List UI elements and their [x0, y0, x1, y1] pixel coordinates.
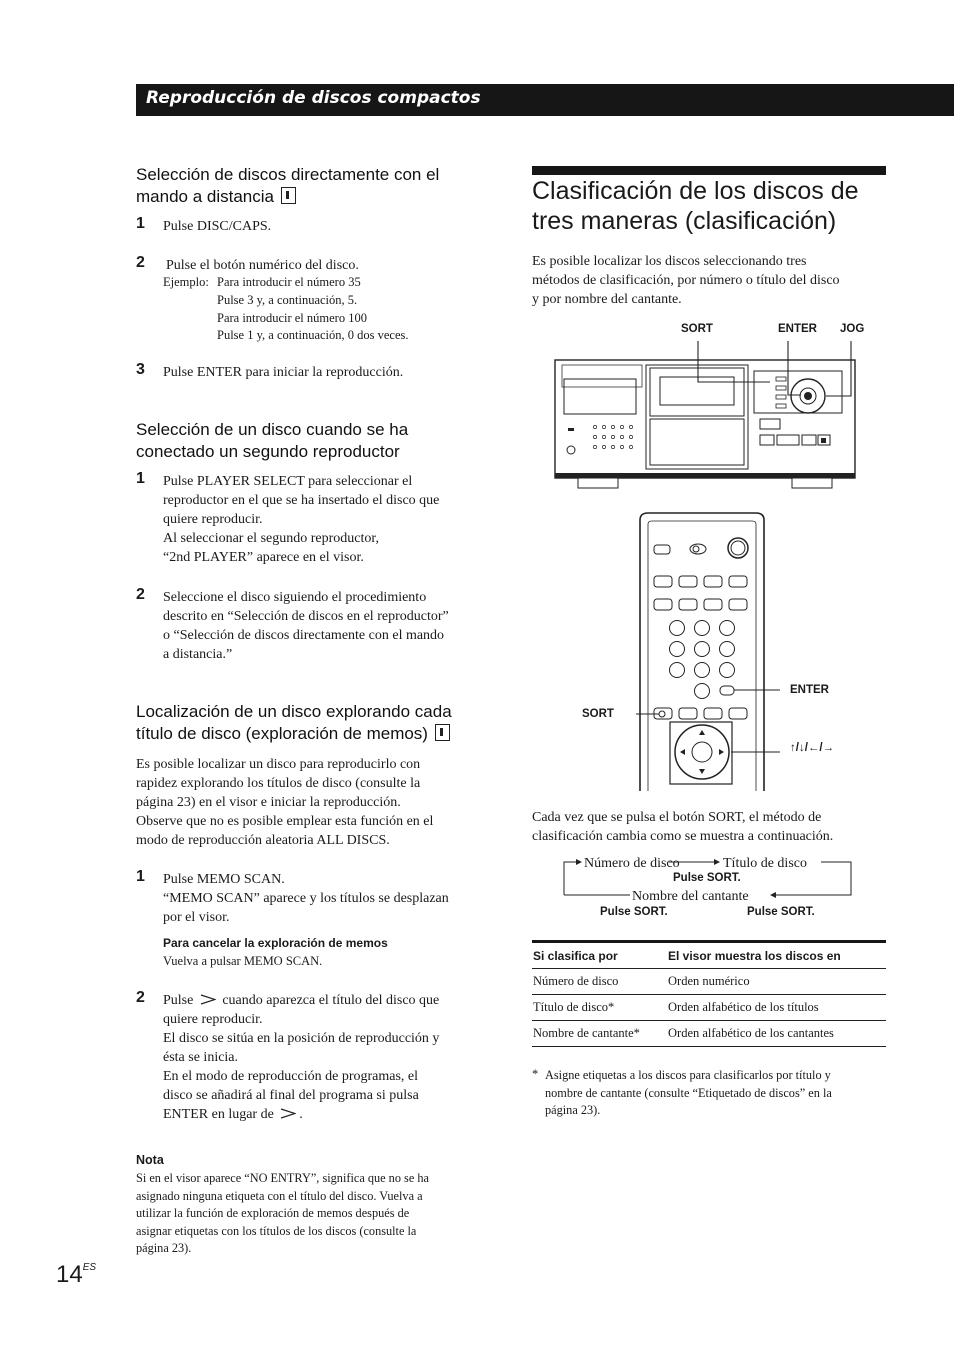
table-row — [532, 1020, 886, 1046]
remote-label-sort: SORT — [582, 708, 614, 720]
line: por el visor. — [163, 910, 230, 925]
remote-control-illustration — [636, 510, 780, 792]
line: asignado ninguna etiqueta con el título del disco. Vuelva a — [136, 1188, 423, 1203]
line: página 23). — [545, 1103, 601, 1117]
line: El disco se sitúa en la posición de reproducción y — [163, 1031, 440, 1046]
table-header-row — [532, 944, 886, 968]
table-cell: Título de disco* — [532, 994, 667, 1020]
table-header: El visor muestra los discos en — [667, 944, 886, 968]
play-icon — [200, 994, 216, 1005]
cycle-intro — [532, 808, 892, 846]
heading-rule — [532, 166, 886, 175]
line: a distancia.” — [163, 647, 233, 662]
step-text — [163, 472, 493, 567]
step-number: 2 — [136, 989, 145, 1006]
flow-press-sort: Pulse SORT. — [600, 906, 668, 918]
remote-icon — [435, 724, 450, 741]
line: nombre de cantante (consulte “Etiquetado de discos” en la — [545, 1085, 832, 1100]
line: o “Selección de discos directamente con el mando — [163, 628, 445, 643]
line: Asigne etiquetas a los discos para clasificarlos por título y — [545, 1068, 831, 1082]
line: rapidez explorando los títulos de disco (consulte la — [136, 776, 421, 791]
player-label-enter: ENTER — [778, 323, 817, 335]
step-number: 1 — [136, 215, 145, 232]
line: asignar etiquetas con los títulos de los discos (consulte la — [136, 1223, 417, 1238]
line: Si en el visor aparece “NO ENTRY”, significa que no se ha — [136, 1171, 429, 1185]
flow-disc-title: Título de disco — [723, 856, 807, 871]
step-text: Pulse ENTER para iniciar la reproducción. — [163, 365, 404, 380]
line: Observe que no es posible emplear esta función en el — [136, 814, 434, 829]
text: cuando aparezca el título del disco que — [222, 993, 440, 1008]
step-text — [163, 588, 493, 664]
line: descrito en “Selección de discos en el reproductor” — [163, 609, 449, 624]
heading-memo-scan — [136, 701, 488, 745]
line: Seleccione el disco siguiendo el procedimiento — [163, 590, 427, 605]
flow-press-sort: Pulse SORT. — [673, 872, 741, 884]
table-row — [532, 968, 886, 994]
player-label-sort: SORT — [681, 323, 713, 335]
flow-artist-name: Nombre del cantante — [632, 889, 749, 904]
remote-label-arrows: ↑/↓/←/→ — [790, 742, 835, 754]
text: . — [299, 1107, 303, 1122]
line: página 23) en el visor e iniciar la reproducción. — [136, 795, 401, 810]
line: “MEMO SCAN” aparece y los títulos se desplazan — [163, 891, 449, 906]
line: “2nd PLAYER” aparece en el visor. — [163, 550, 364, 565]
note-title: Nota — [136, 1153, 164, 1167]
table-cell: Número de disco — [532, 968, 667, 994]
step-number: 1 — [136, 868, 145, 885]
heading-text: Localización de un disco explorando cada título de disco (exploración de memos) — [136, 702, 452, 743]
line: En el modo de reproducción de programas, el — [163, 1069, 419, 1084]
table-cell: Orden numérico — [667, 968, 886, 994]
page-number-value: 14 — [56, 1261, 83, 1288]
step-number: 2 — [136, 586, 145, 603]
line: quiere reproducir. — [163, 512, 263, 527]
line: reproductor en el que se ha insertado el disco que — [163, 493, 440, 508]
line: Pulse MEMO SCAN. — [163, 872, 285, 887]
remote-label-enter: ENTER — [790, 684, 829, 696]
line: y por nombre del cantante. — [532, 292, 682, 307]
table-row — [532, 994, 886, 1020]
step-text: Pulse DISC/CAPS. — [163, 219, 272, 234]
table-cell: Orden alfabético de los títulos — [667, 994, 886, 1020]
step-text — [163, 991, 493, 1124]
line: modo de reproducción aleatoria ALL DISCS. — [136, 833, 390, 848]
remote-icon — [281, 187, 296, 204]
player-label-jog: JOG — [840, 323, 865, 335]
footnote-mark: * — [532, 1067, 539, 1081]
line: Es posible localizar un disco para reproducirlo con — [136, 757, 421, 772]
text: ENTER en lugar de — [163, 1107, 274, 1122]
line: página 23). — [136, 1241, 192, 1256]
line: Al seleccionar el segundo reproductor, — [163, 531, 379, 546]
heading-text: Selección de discos directamente con el mando a distancia — [136, 165, 440, 206]
page-suffix: ES — [82, 1262, 97, 1273]
cancel-title: Para cancelar la exploración de memos — [163, 936, 388, 950]
table-cell: Orden alfabético de los cantantes — [667, 1020, 886, 1046]
heading-direct-selection — [136, 164, 486, 208]
table-cell: Nombre de cantante* — [532, 1020, 667, 1046]
example-line: Pulse 1 y, a continuación, 0 dos veces. — [217, 328, 409, 342]
cancel-text: Vuelva a pulsar MEMO SCAN. — [163, 954, 323, 968]
flow-press-sort: Pulse SORT. — [747, 906, 815, 918]
line: métodos de clasificación, por número o título del disco — [532, 273, 840, 288]
step-number: 3 — [136, 361, 145, 378]
example-line: Para introducir el número 100 — [217, 311, 367, 325]
intro-paragraph — [136, 755, 476, 850]
intro-paragraph — [532, 252, 892, 309]
table-header: Si clasifica por — [532, 944, 667, 968]
line: Pulse PLAYER SELECT para seleccionar el — [163, 474, 413, 489]
line: quiere reproducir. — [163, 1012, 263, 1027]
example-label: Ejemplo: — [163, 275, 209, 289]
sort-table — [532, 944, 886, 1047]
page-number — [56, 1261, 96, 1289]
table-top-rule — [532, 940, 886, 943]
step-text — [163, 870, 493, 927]
line: utilizar la función de exploración de memos después de — [136, 1206, 410, 1221]
note-text — [136, 1170, 481, 1258]
example-line: Pulse 3 y, a continuación, 5. — [217, 293, 358, 307]
cd-player-illustration — [540, 335, 880, 495]
step-number: 1 — [136, 470, 145, 487]
step-number: 2 — [136, 254, 145, 271]
line: Cada vez que se pulsa el botón SORT, el método de — [532, 810, 822, 825]
line: clasificación cambia como se muestra a continuación. — [532, 829, 834, 844]
section-title: Reproducción de discos compactos — [146, 88, 481, 108]
heading-second-player: Selección de un disco cuando se ha conectado un segundo reproductor — [136, 420, 409, 461]
step-text: Pulse el botón numérico del disco. — [166, 258, 359, 273]
play-icon — [280, 1108, 296, 1119]
flow-disc-number: Número de disco — [584, 856, 680, 871]
section-banner — [136, 84, 954, 116]
line: disco se añadirá al final del programa si pulsa — [163, 1088, 419, 1103]
line: Es posible localizar los discos seleccionando tres — [532, 254, 807, 269]
heading-line: tres maneras (clasificación) — [532, 207, 837, 235]
heading-line: Clasificación de los discos de — [532, 177, 859, 205]
example-line: Para introducir el número 35 — [217, 275, 361, 289]
footnote-text — [545, 1067, 890, 1120]
text: Pulse — [163, 993, 194, 1008]
main-heading — [532, 176, 892, 236]
line: ésta se inicia. — [163, 1050, 239, 1065]
